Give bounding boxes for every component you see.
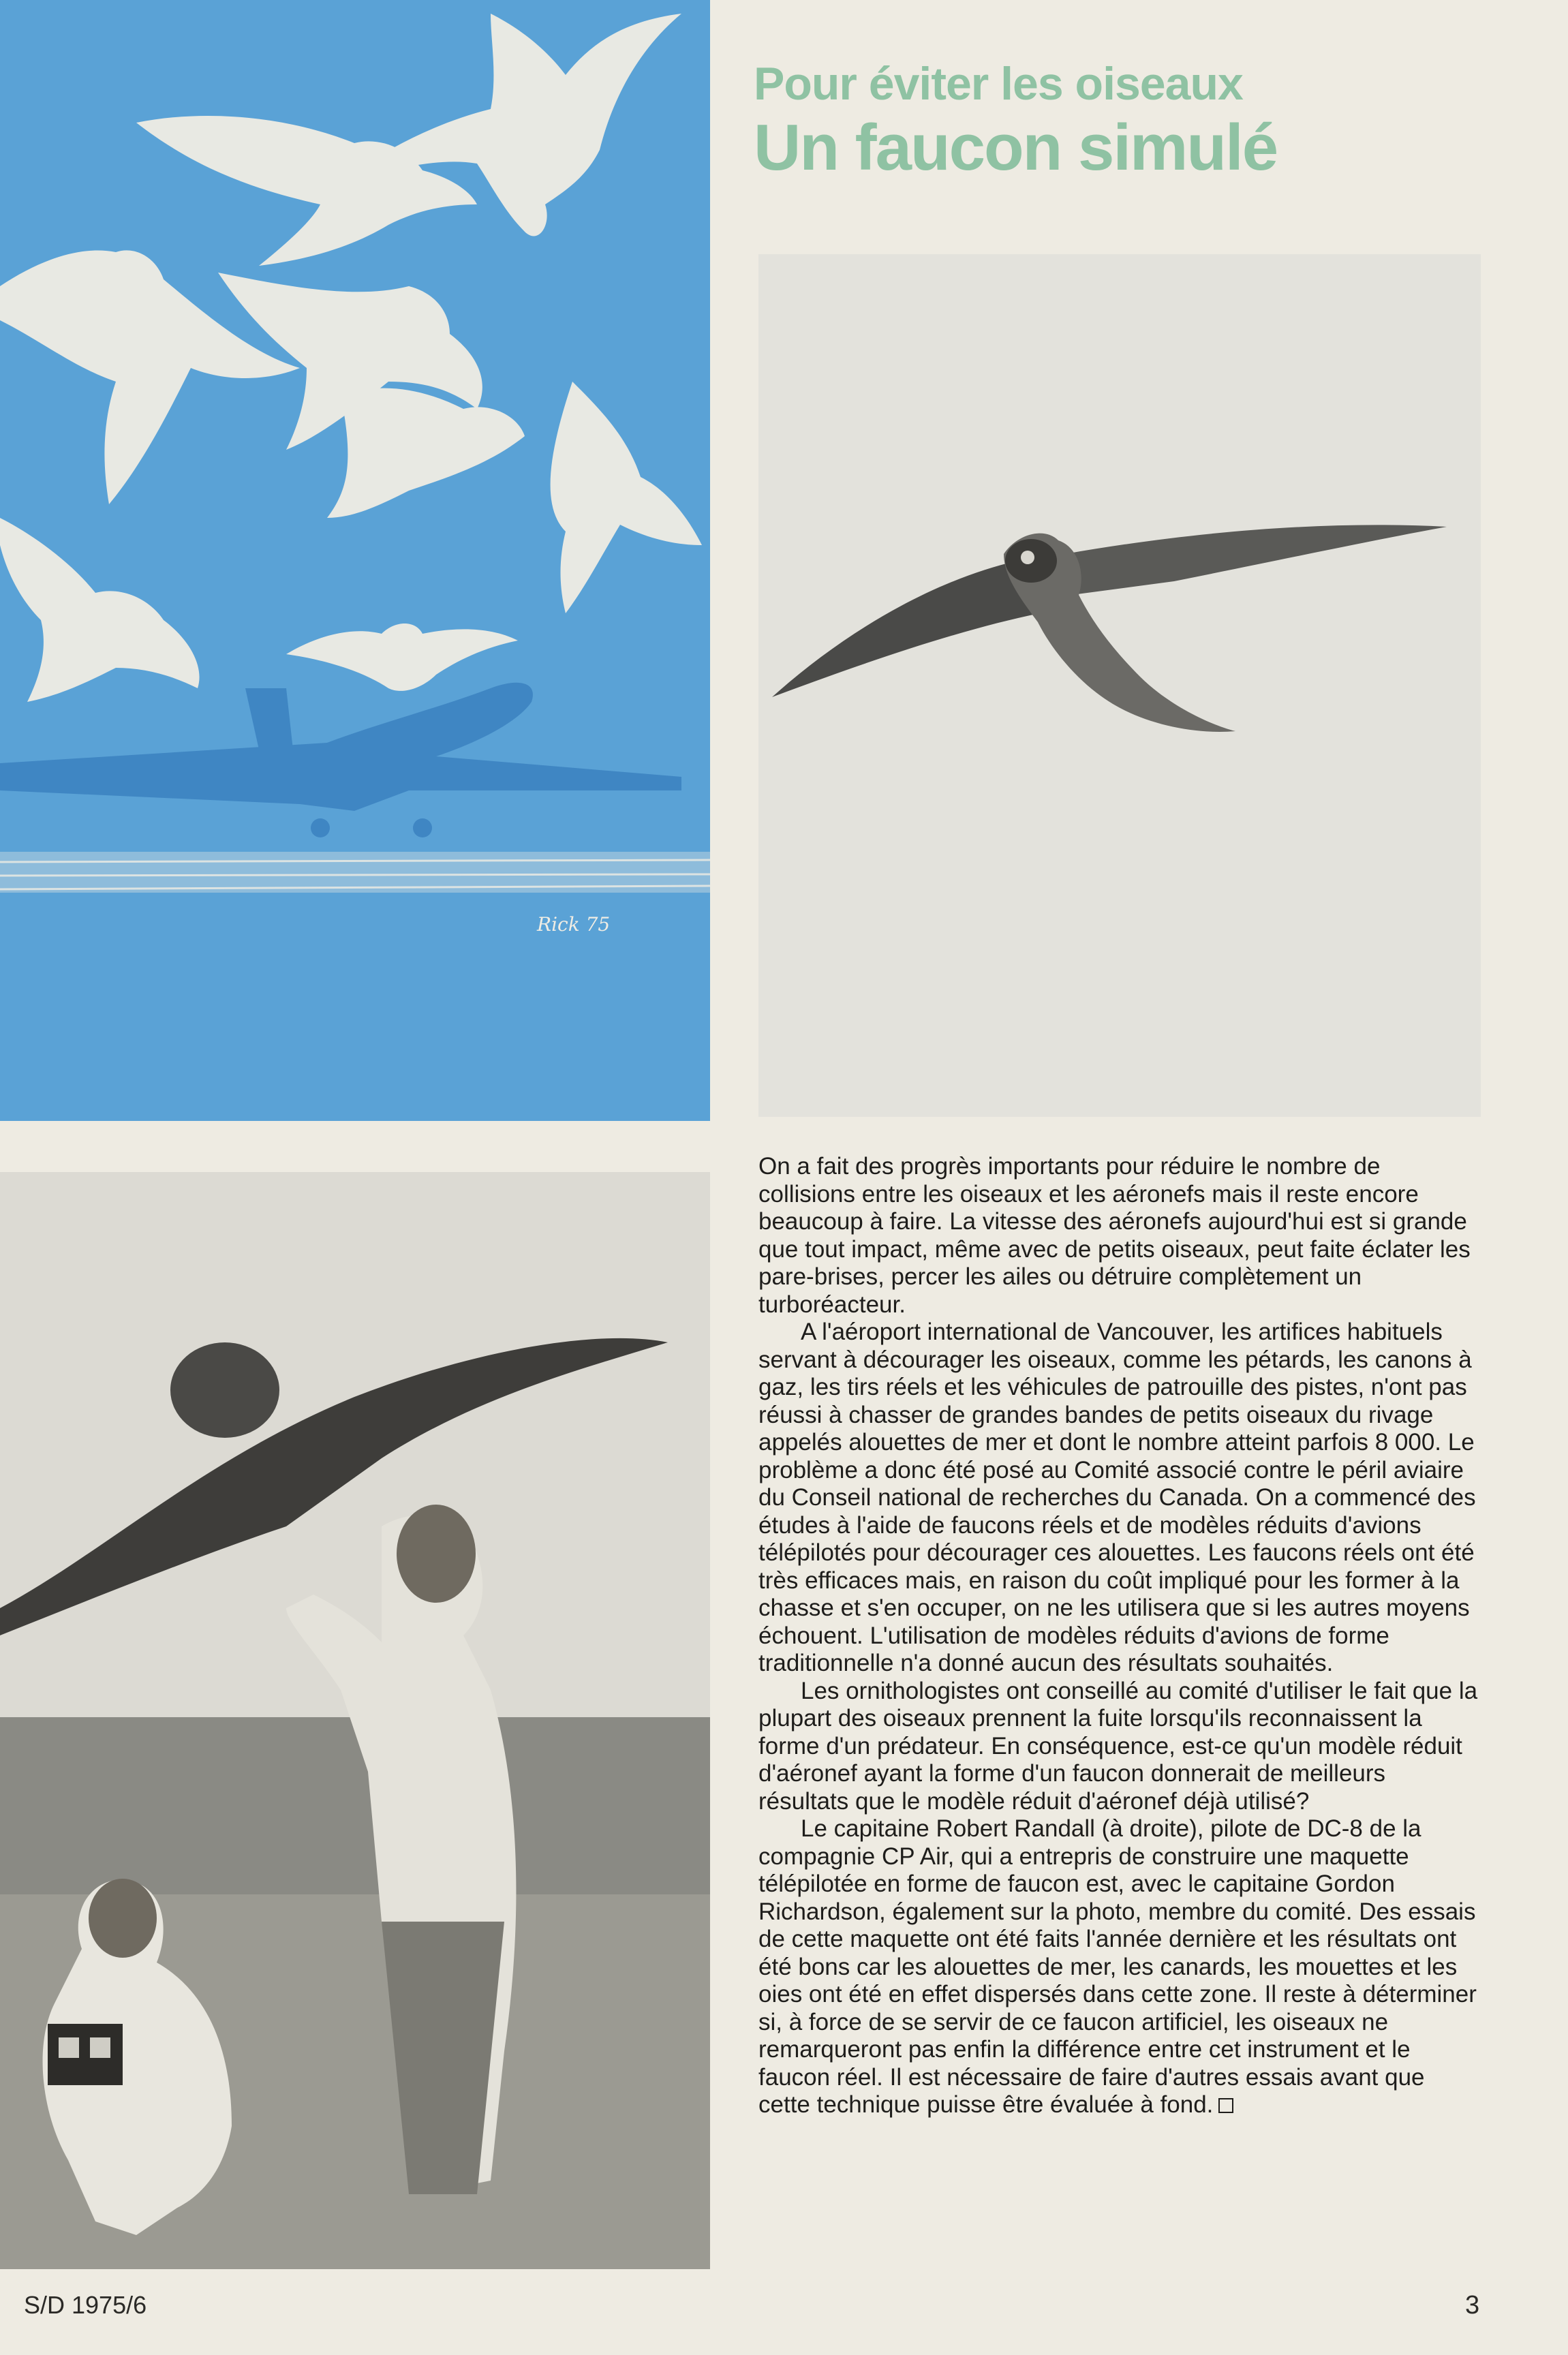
article-paragraph-text: Le capitaine Robert Randall (à droite), pilote de DC-8 de la compagnie CP Air, qui a entrepris de construire une maquette télépilotée en forme de faucon est, avec le capitaine Gordon Richardson, également sur la photo, membre du comité. Des essais de cette maquette ont été faits l'année dernière et les résultats ont été bons car les alouettes de mer, les canards, les mouettes et les oies ont été en effet dispersés dans cette zone. Il reste à déterminer si, à force de se servir de ce faucon artificiel, les oiseaux ne remarqueront pas enfin la différence entre cet instrument et le faucon réel. Il est nécessaire de faire d'autres essais avant que cette technique puisse être évaluée à fond. (758, 1815, 1477, 2118)
bird-jet-illustration (0, 0, 710, 1121)
pilots-drawing (0, 1172, 710, 2269)
hawk-model-drawing (758, 254, 1481, 1117)
headline-title: Un faucon simulé (754, 111, 1278, 185)
headline-kicker: Pour éviter les oiseaux (754, 58, 1243, 110)
hawk-model-photo (758, 254, 1481, 1117)
article-paragraph (758, 1815, 1481, 2119)
pilots-photo (0, 1172, 710, 2269)
artist-signature: Rick 75 (537, 913, 611, 936)
article-paragraph: A l'aéroport international de Vancouver, les artifices habituels servant à décourager les oiseaux, comme les pétards, les canons à gaz, les tirs réels et les véhicules de patrouille des pistes, n'ont pas réussi à chasser de grandes bandes de petits oiseaux du rivage appelés alouettes de mer et dont le nombre atteint parfois 8 000. Le problème a donc été posé au Comité associé contre le péril aviaire du Conseil national de recherches du Canada. On a commencé des études à l'aide de faucons réels et de modèles réduits d'avions télépilotés pour décourager ces alouettes. Les faucons réels ont été très efficaces mais, en raison du coût impliqué pour les former à la chasse et s'en occuper, on ne les utilisera que si les autres moyens échouent. L'utilisation de modèles réduits d'avions de forme traditionnelle n'a donné aucun des résultats souhaités. (758, 1319, 1476, 1676)
issue-label: S/D 1975/6 (24, 2291, 147, 2319)
end-of-article-mark (1218, 2098, 1233, 2113)
article-headline (754, 60, 1537, 183)
article-paragraph: On a fait des progrès importants pour réduire le nombre de collisions entre les oiseaux et les aéronefs mais il reste encore beaucoup à faire. La vitesse des aéronefs aujourd'hui est si grande que tout impact, même avec de petits oiseaux, peut faite éclater les pare-brises, percer les ailes ou détruire complètement un turboréacteur. (758, 1153, 1471, 1318)
article-paragraph: Les ornithologistes ont conseillé au comité d'utiliser le fait que la plupart des oiseaux prennent la fuite lorsqu'ils reconnaissent la forme d'un prédateur. En conséquence, est-ce qu'un modèle réduit d'aéronef ayant la forme d'un faucon donnerait de meilleurs résultats que le modèle réduit d'aéronef déjà utilisé? (758, 1677, 1478, 1815)
page-number: 3 (1465, 2291, 1480, 2320)
article-body (758, 1153, 1481, 2119)
illustration-drawing (0, 0, 710, 1121)
